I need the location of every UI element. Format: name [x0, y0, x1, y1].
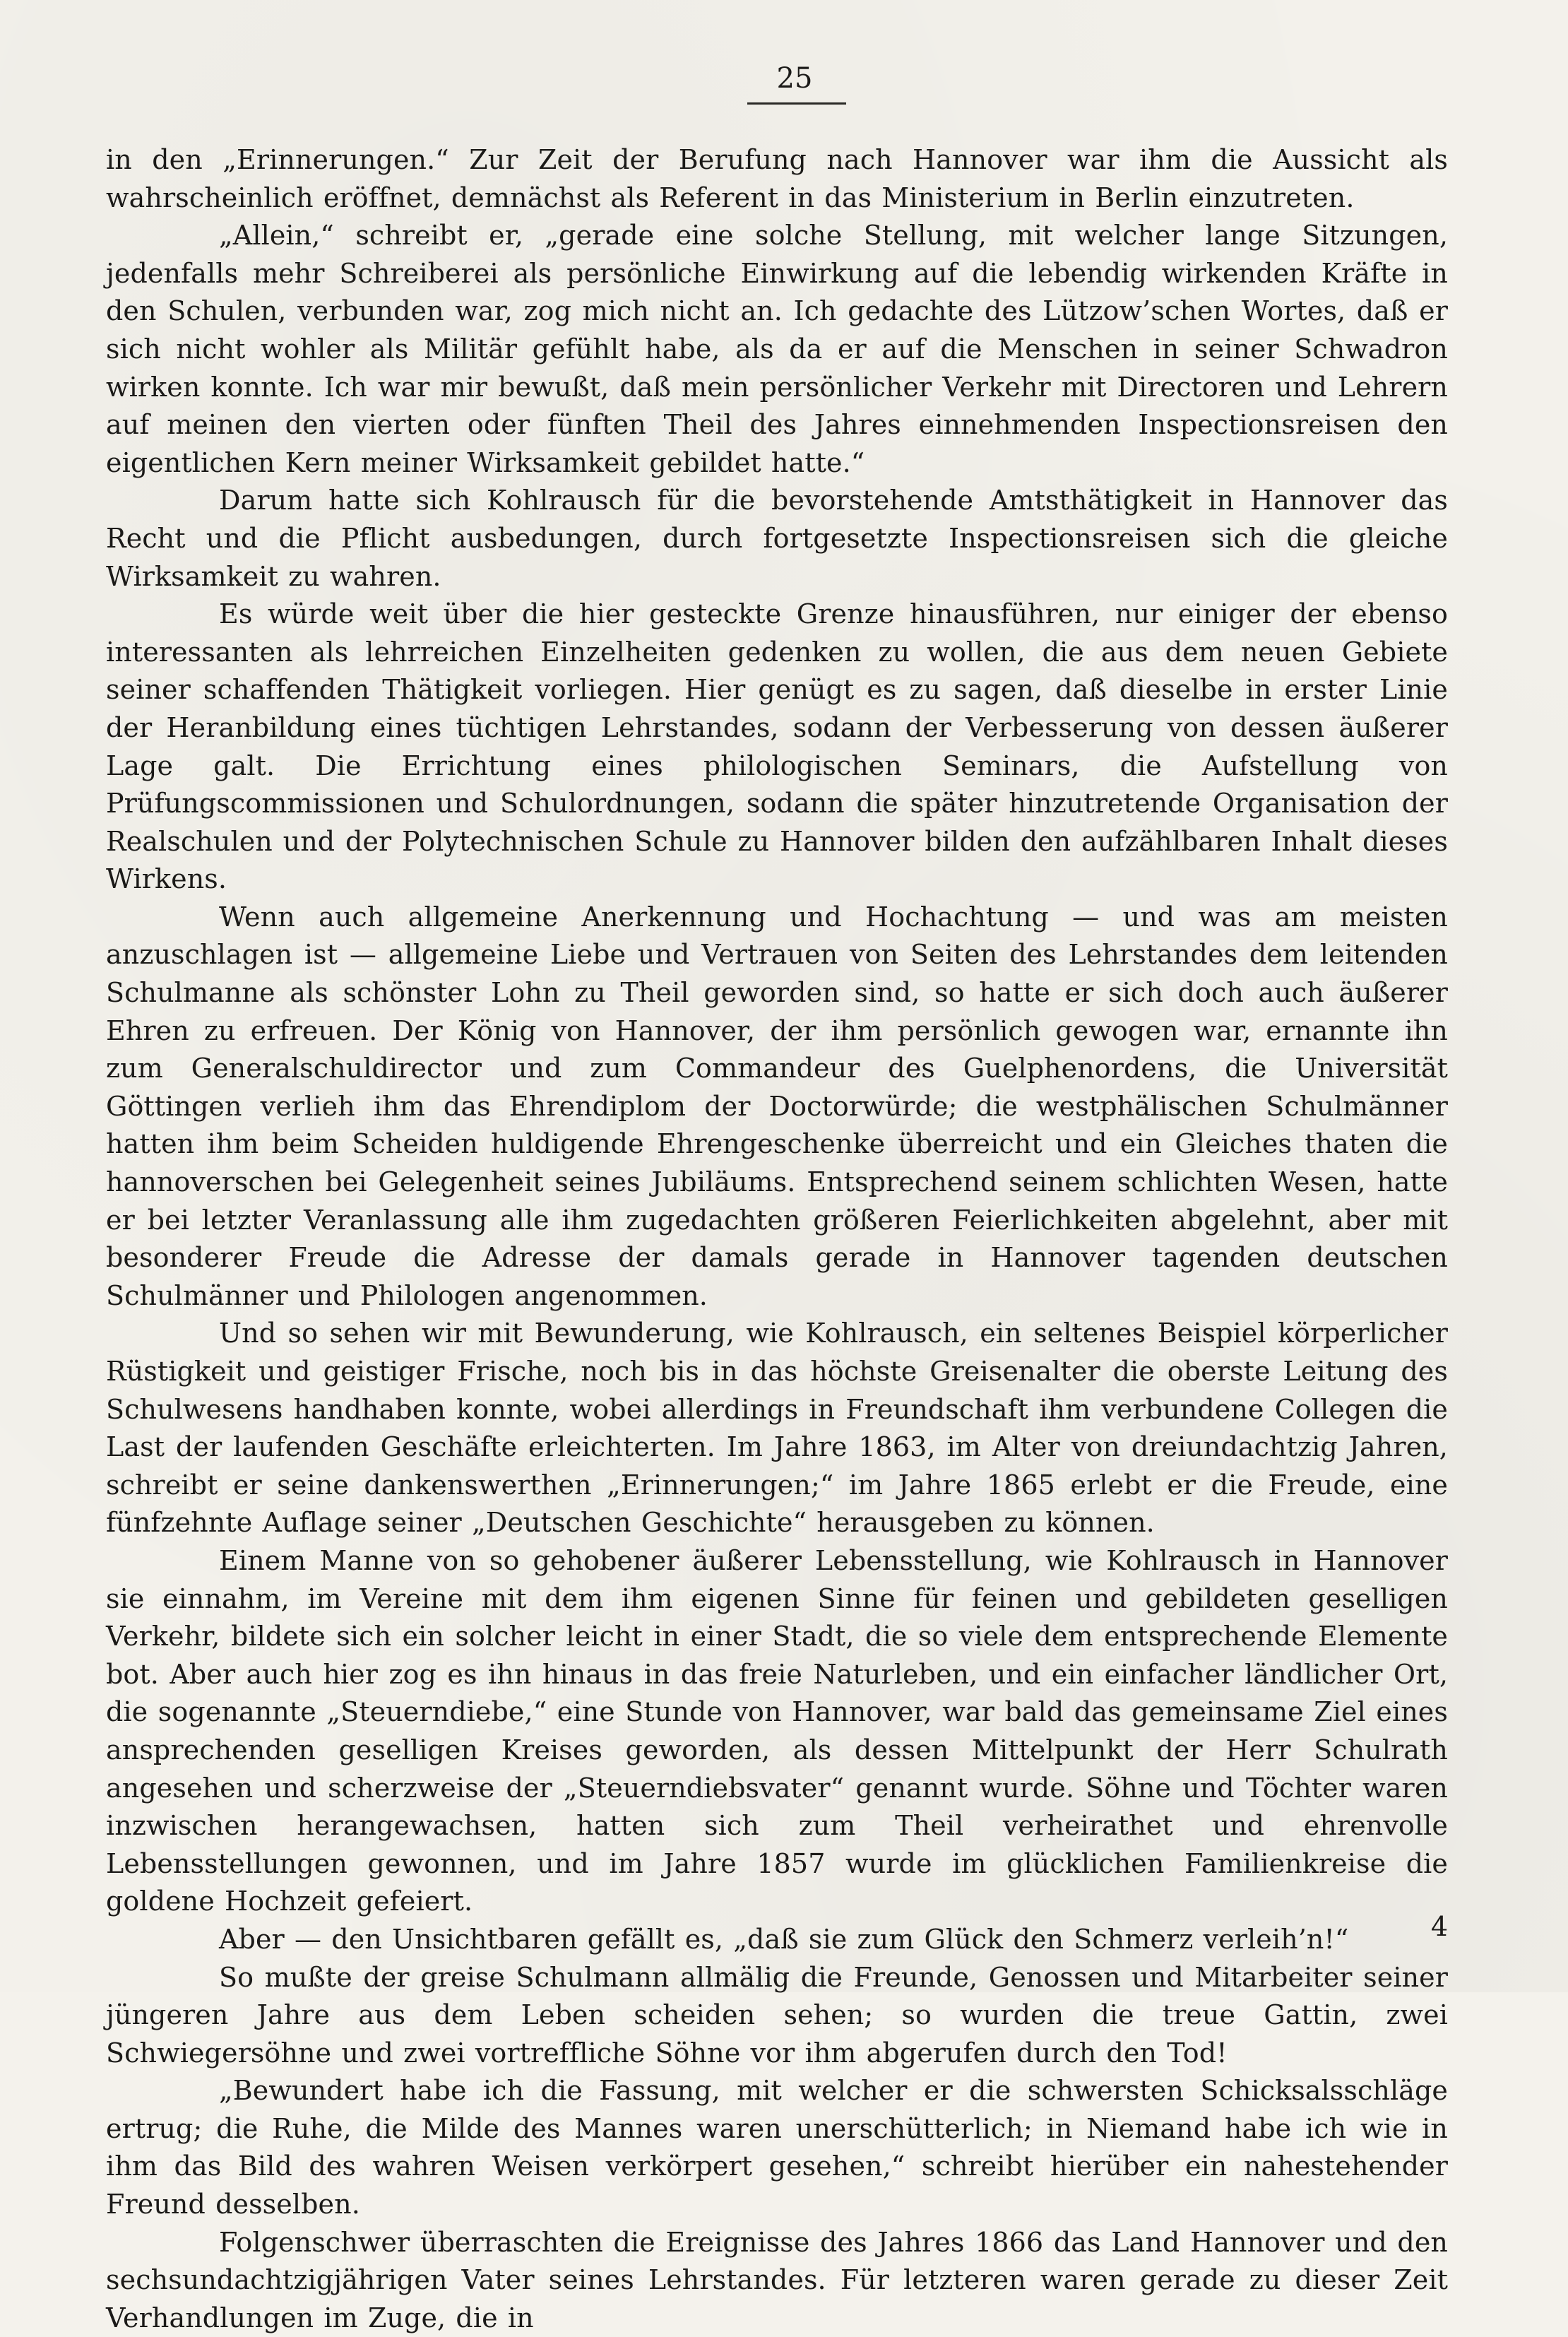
paragraph-5: Wenn auch allgemeine Anerkennung und Hochachtung — und was am meisten anzuschlagen ist — allgemeine Liebe und Vertrauen von Seiten des Lehrstandes dem leitenden Schulmanne als schönster Lohn zu Theil geworden sind, so hatte er sich doch auch äußerer Ehren zu erfreuen. Der König von Hannover, der ihm persönlich gewogen war, ernannte ihn zum Generalschuldirector und zum Commandeur des Guelphenordens, die Universität Göttingen verlieh ihm das Ehrendiplom der Doctorwürde; die westphälischen Schulmänner hatten ihm beim Scheiden huldigende Ehrengeschenke überreicht und ein Gleiches thaten die hannoverschen bei Gelegenheit seines Jubiläums. Entsprechend seinem schlichten Wesen, hatte er bei letzter Veranlassung alle ihm zugedachten größeren Feierlichkeiten abgelehnt, aber mit besonderer Freude die Adresse der damals gerade in Hannover tagenden deutschen Schulmänner und Philologen angenommen.	[106, 901, 1448, 1311]
paragraph-4: Es würde weit über die hier gesteckte Grenze hinausführen, nur einiger der ebenso interessanten als lehrreichen Einzelheiten gedenken zu wollen, die aus dem neuen Gebiete seiner schaffenden Thätigkeit vorliegen. Hier genügt es zu sagen, daß dieselbe in erster Linie der Heranbildung eines tüchtigen Lehrstandes, sodann der Verbesserung von dessen äußerer Lage galt. Die Errichtung eines philologischen Seminars, die Aufstellung von Prüfungscommissionen und Schulordnungen, sodann die später hinzutretende Organisation der Realschulen und der Polytechnischen Schule zu Hannover bilden den aufzählbaren Inhalt dieses Wirkens.	[106, 598, 1448, 895]
paragraph-9: So mußte der greise Schulmann allmälig die Freunde, Genossen und Mitarbeiter seiner jüngeren Jahre aus dem Leben scheiden sehen; so wurden die treue Gattin, zwei Schwiegersöhne und zwei vortreffliche Söhne vor ihm abgerufen durch den Tod!	[106, 1961, 1448, 2069]
page-number-rule	[747, 102, 846, 105]
paragraph-3: Darum hatte sich Kohlrausch für die bevorstehende Amtsthätigkeit in Hannover das Recht und die Pflicht ausbedungen, durch fortgesetzte Inspectionsreisen sich die gleiche Wirksamkeit zu wahren.	[106, 485, 1448, 592]
paragraph-2: „Allein,“ schreibt er, „gerade eine solche Stellung, mit welcher lange Sitzungen, jedenfalls mehr Schreiberei als persönliche Einwirkung auf die lebendig wirkenden Kräfte in den Schulen, verbunden war, zog mich nicht an. Ich gedachte des Lützow’schen Wortes, daß er sich nicht wohler als Militär gefühlt habe, als da er auf die Menschen in seiner Schwadron wirken konnte. Ich war mir bewußt, daß mein persönlicher Verkehr mit Directoren und Lehrern auf meinen den vierten oder fünften Theil des Jahres einnehmenden Inspectionsreisen den eigentlichen Kern meiner Wirksamkeit gebildet hatte.“	[106, 220, 1448, 478]
paragraph-6: Und so sehen wir mit Bewunderung, wie Kohlrausch, ein seltenes Beispiel körperlicher Rüstigkeit und geistiger Frische, noch bis in das höchste Greisenalter die oberste Leitung des Schulwesens handhaben konnte, wobei allerdings in Freundschaft ihm verbundene Collegen die Last der laufenden Geschäfte erleichterten. Im Jahre 1863, im Alter von dreiundachtzig Jahren, schreibt er seine dankenswerthen „Erinnerungen;“ im Jahre 1865 erlebt er die Freude, eine fünfzehnte Auflage seiner „Deutschen Geschichte“ herausgeben zu können.	[106, 1318, 1448, 1539]
paragraph-7: Einem Manne von so gehobener äußerer Lebensstellung, wie Kohlrausch in Hannover sie einnahm, im Vereine mit dem ihm eigenen Sinne für feinen und gebildeten geselligen Verkehr, bildete sich ein solcher leicht in einer Stadt, die so viele dem entsprechende Elemente bot. Aber auch hier zog es ihn hinaus in das freie Naturleben, und ein einfacher ländlicher Ort, die sogenannte „Steuerndiebe,“ eine Stunde von Hannover, war bald das gemeinsame Ziel eines ansprechenden geselligen Kreises geworden, als dessen Mittelpunkt der Herr Schulrath angesehen und scherzweise der „Steuerndiebsvater“ genannt wurde. Söhne und Töchter waren inzwischen herangewachsen, hatten sich zum Theil verheirathet und ehrenvolle Lebensstellungen gewonnen, und im Jahre 1857 wurde im glücklichen Familienkreise die goldene Hochzeit gefeiert.	[106, 1544, 1448, 1917]
paragraph-11: Folgenschwer überraschten die Ereignisse des Jahres 1866 das Land Hannover und den sechsundachtzigjährigen Vater seines Lehrstandes. Für letzteren waren gerade zu dieser Zeit Verhandlungen im Zuge, die in	[106, 2226, 1448, 2333]
body-text	[106, 141, 1448, 2337]
paragraph-8: Aber — den Unsichtbaren gefällt es, „daß sie zum Glück den Schmerz verleih’n!“	[219, 1923, 1349, 1955]
signature-mark: 4	[1430, 1911, 1448, 1942]
page-number: 25	[776, 62, 813, 95]
paragraph-10: „Bewundert habe ich die Fassung, mit welcher er die schwersten Schicksalsschläge ertrug; die Ruhe, die Milde des Mannes waren unerschütterlich; in Niemand habe ich wie in ihm das Bild des wahren Weisen verkörpert gesehen,“ schreibt hierüber ein nahestehender Freund desselben.	[106, 2075, 1448, 2220]
paragraph-1: in den „Erinnerungen.“ Zur Zeit der Berufung nach Hannover war ihm die Aussicht als wahrscheinlich eröffnet, demnächst als Referent in das Ministerium in Berlin einzutreten.	[106, 144, 1448, 213]
